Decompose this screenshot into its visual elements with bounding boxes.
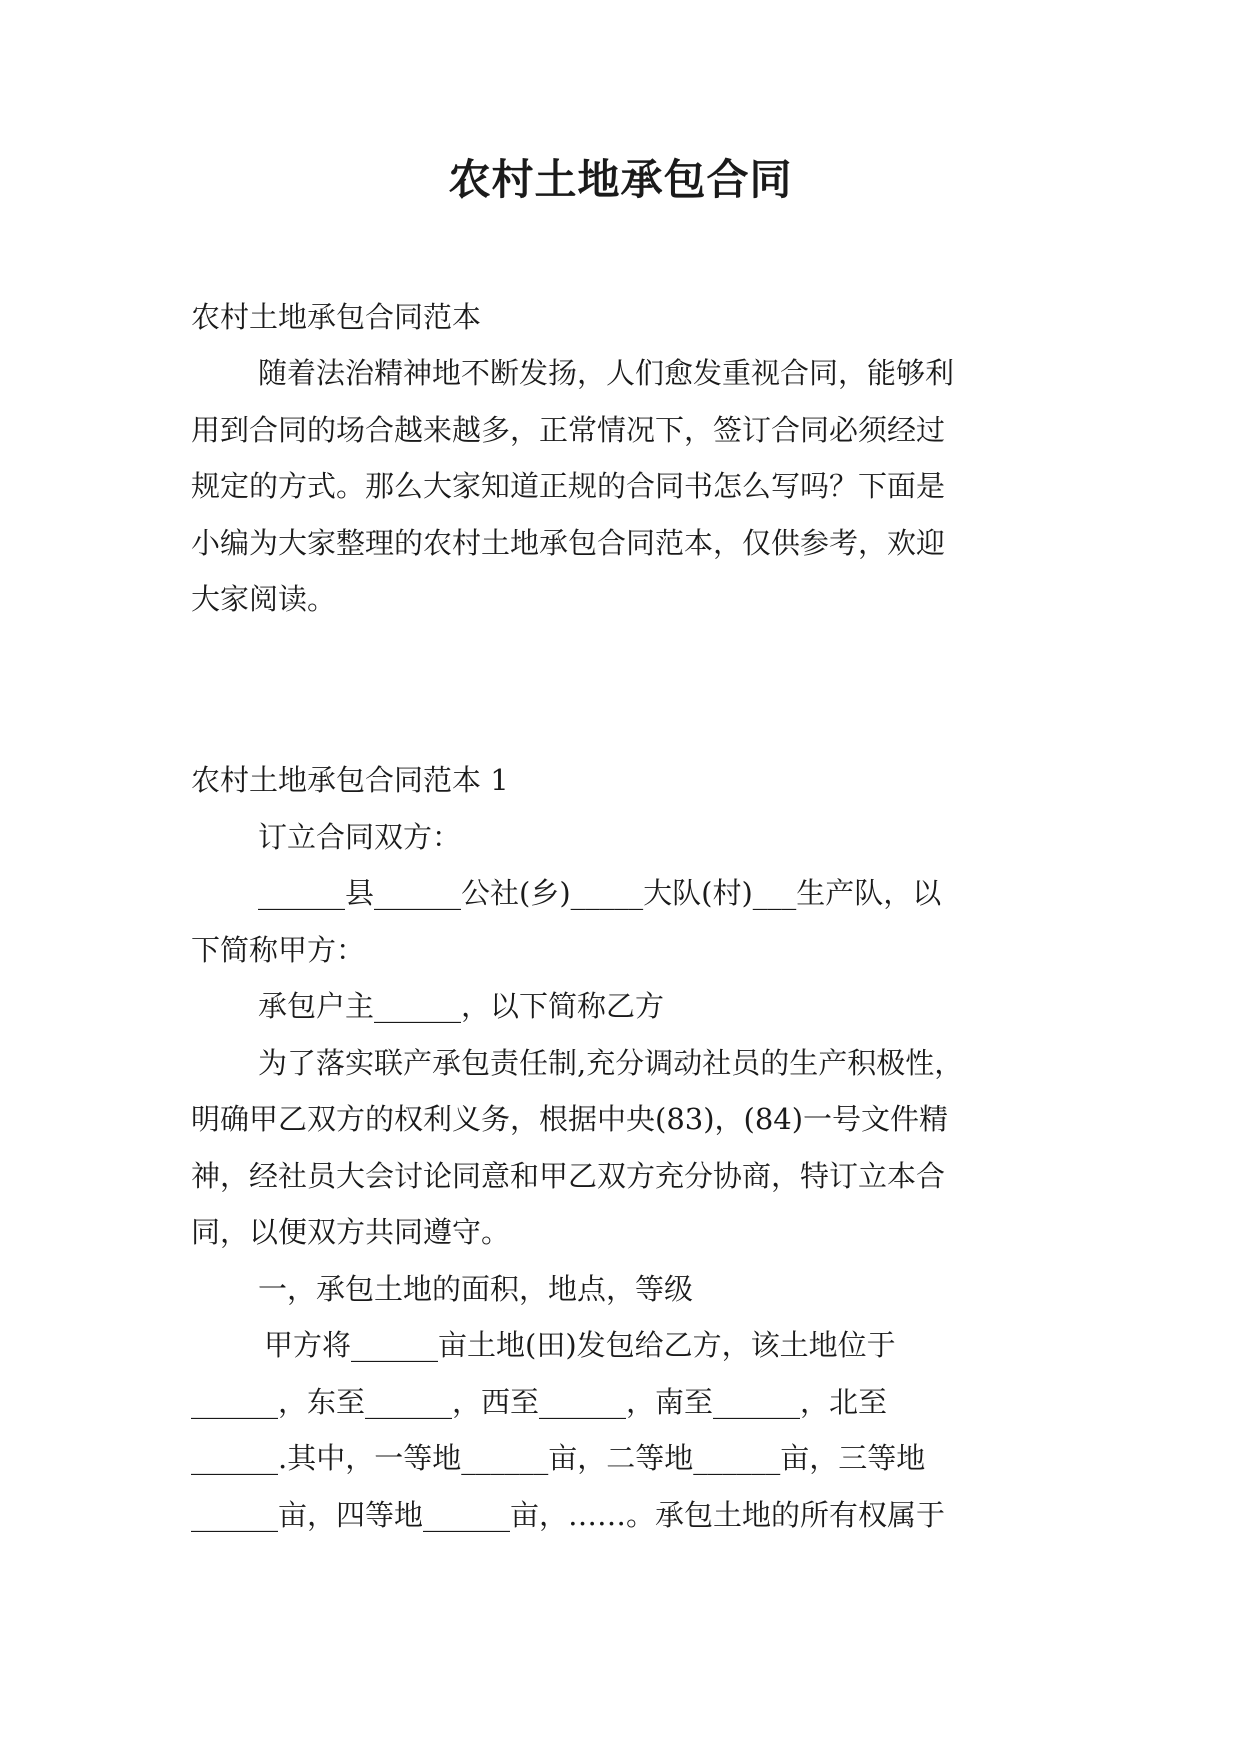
paragraph-line: 用到合同的场合越来越多，正常情况下，签订合同必须经过 xyxy=(191,413,946,447)
clause-heading: 一，承包土地的面积，地点，等级 xyxy=(258,1272,694,1306)
section-heading-sample-1: 农村土地承包合同范本 1 xyxy=(191,763,509,797)
paragraph-line: 规定的方式。那么大家知道正规的合同书怎么写吗？下面是 xyxy=(191,469,946,503)
paragraph-line: 大家阅读。 xyxy=(191,582,337,616)
paragraph-line: ______.其中，一等地______亩，二等地______亩，三等地 xyxy=(191,1441,926,1475)
paragraph-line: 同，以便双方共同遵守。 xyxy=(191,1215,511,1249)
section-heading-intro: 农村土地承包合同范本 xyxy=(191,300,482,334)
document-title: 农村土地承包合同 xyxy=(448,155,793,204)
paragraph-line: 承包户主______，以下简称乙方 xyxy=(258,989,665,1023)
paragraph-line: 下简称甲方： xyxy=(191,933,366,967)
paragraph-line: 随着法治精神地不断发扬，人们愈发重视合同，能够利 xyxy=(258,356,955,390)
paragraph-line: ______，东至______，西至______，南至______，北至 xyxy=(191,1385,888,1419)
paragraph-line: 小编为大家整理的农村土地承包合同范本，仅供参考，欢迎 xyxy=(191,526,946,560)
paragraph-line: 为了落实联产承包责任制,充分调动社员的生产积极性， xyxy=(258,1046,964,1080)
paragraph-line: 明确甲乙双方的权利义务，根据中央(83)，(84)一号文件精 xyxy=(191,1102,949,1136)
paragraph-line: 神，经社员大会讨论同意和甲乙双方充分协商，特订立本合 xyxy=(191,1159,946,1193)
paragraph-line: 订立合同双方： xyxy=(258,820,462,854)
paragraph-line: 甲方将______亩土地(田)发包给乙方，该土地位于 xyxy=(264,1328,896,1362)
paragraph-line: ______县______公社(乡)_____大队(村)___生产队，以 xyxy=(258,876,942,910)
paragraph-line: ______亩，四等地______亩，……。承包土地的所有权属于 xyxy=(191,1498,946,1532)
